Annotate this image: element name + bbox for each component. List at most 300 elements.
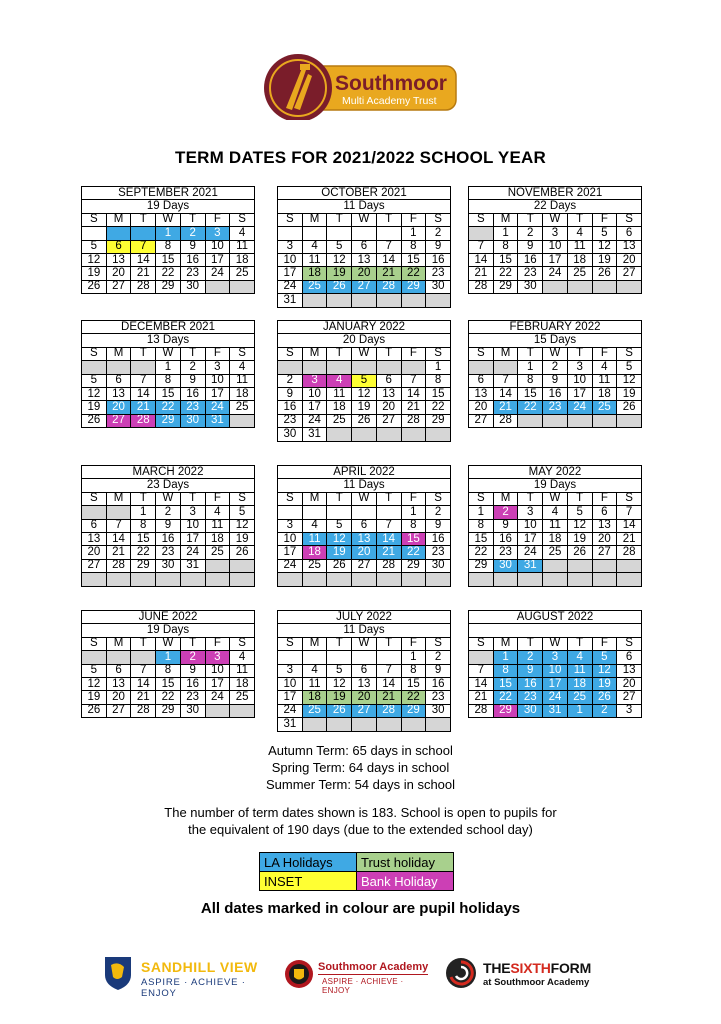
weekday-header: S xyxy=(617,213,642,226)
day-cell: 7 xyxy=(401,374,426,387)
day-cell xyxy=(230,280,255,293)
day-cell: 6 xyxy=(106,240,131,253)
day-cell: 18 xyxy=(302,267,327,280)
weekday-header: S xyxy=(82,213,107,226)
day-cell: 31 xyxy=(180,559,205,572)
day-cell: 21 xyxy=(493,401,518,414)
weekday-header: S xyxy=(230,213,255,226)
day-cell: 17 xyxy=(518,532,543,545)
weekday-header: F xyxy=(205,492,230,505)
day-cell: 20 xyxy=(376,401,401,414)
day-cell: 15 xyxy=(401,532,426,545)
day-cell: 13 xyxy=(592,519,617,532)
day-cell: 7 xyxy=(469,664,494,677)
day-cell: 27 xyxy=(376,414,401,427)
day-cell: 27 xyxy=(352,280,377,293)
weekday-header: S xyxy=(278,347,303,360)
day-cell: 4 xyxy=(327,374,352,387)
day-cell: 18 xyxy=(230,677,255,690)
day-cell: 15 xyxy=(469,532,494,545)
day-cell xyxy=(230,573,255,586)
day-cell: 21 xyxy=(401,401,426,414)
day-cell: 16 xyxy=(426,677,451,690)
weekday-header: M xyxy=(106,347,131,360)
month-name: OCTOBER 2021 xyxy=(278,187,451,200)
month-name: JANUARY 2022 xyxy=(278,321,451,334)
day-cell: 9 xyxy=(180,374,205,387)
weekday-header: S xyxy=(230,347,255,360)
day-cell: 22 xyxy=(156,691,181,704)
day-cell xyxy=(327,227,352,240)
day-cell: 3 xyxy=(543,227,568,240)
day-cell: 22 xyxy=(493,691,518,704)
day-cell: 19 xyxy=(82,691,107,704)
day-cell xyxy=(567,559,592,572)
day-cell: 10 xyxy=(205,664,230,677)
weekday-header: S xyxy=(82,347,107,360)
term-dates-note xyxy=(0,804,721,838)
day-cell: 28 xyxy=(106,559,131,572)
day-cell: 13 xyxy=(106,253,131,266)
day-cell: 5 xyxy=(327,519,352,532)
day-cell xyxy=(302,573,327,586)
day-cell: 13 xyxy=(469,387,494,400)
day-cell: 29 xyxy=(493,704,518,717)
day-cell xyxy=(327,361,352,374)
day-cell: 21 xyxy=(131,401,156,414)
day-cell: 2 xyxy=(156,506,181,519)
day-cell: 10 xyxy=(543,664,568,677)
day-cell: 26 xyxy=(327,280,352,293)
day-cell: 22 xyxy=(426,401,451,414)
day-cell xyxy=(518,414,543,427)
day-cell xyxy=(352,361,377,374)
day-cell: 9 xyxy=(426,664,451,677)
day-cell xyxy=(302,506,327,519)
day-cell: 25 xyxy=(302,704,327,717)
weekday-header: T xyxy=(567,347,592,360)
day-cell: 2 xyxy=(518,651,543,664)
day-cell: 16 xyxy=(156,532,181,545)
weekday-header: T xyxy=(180,492,205,505)
day-cell: 8 xyxy=(401,240,426,253)
day-cell: 13 xyxy=(352,253,377,266)
day-cell xyxy=(543,559,568,572)
day-cell: 13 xyxy=(376,387,401,400)
day-cell: 20 xyxy=(469,401,494,414)
day-cell xyxy=(352,294,377,307)
day-cell xyxy=(617,573,642,586)
day-cell: 18 xyxy=(230,387,255,400)
day-cell: 6 xyxy=(106,374,131,387)
day-cell: 23 xyxy=(493,546,518,559)
day-cell: 30 xyxy=(518,280,543,293)
day-cell: 29 xyxy=(426,414,451,427)
day-cell xyxy=(302,651,327,664)
day-cell: 14 xyxy=(131,253,156,266)
day-cell: 29 xyxy=(156,280,181,293)
day-cell: 23 xyxy=(278,414,303,427)
month-calendar xyxy=(277,610,451,732)
weekday-header: F xyxy=(592,637,617,650)
day-cell: 1 xyxy=(493,227,518,240)
day-cell: 8 xyxy=(493,664,518,677)
weekday-header: M xyxy=(106,492,131,505)
day-cell: 11 xyxy=(543,519,568,532)
day-cell: 20 xyxy=(352,546,377,559)
day-cell: 1 xyxy=(518,361,543,374)
day-cell: 1 xyxy=(401,651,426,664)
day-cell: 27 xyxy=(617,267,642,280)
day-cell xyxy=(327,573,352,586)
day-cell: 7 xyxy=(469,240,494,253)
day-cell: 15 xyxy=(518,387,543,400)
day-cell: 12 xyxy=(82,677,107,690)
day-cell: 18 xyxy=(567,253,592,266)
weekday-header: M xyxy=(302,492,327,505)
day-cell: 17 xyxy=(205,677,230,690)
day-cell xyxy=(469,361,494,374)
day-cell: 1 xyxy=(156,227,181,240)
month-calendar xyxy=(81,186,255,294)
day-cell: 11 xyxy=(230,240,255,253)
day-cell: 18 xyxy=(302,546,327,559)
day-cell xyxy=(469,573,494,586)
month-day-count xyxy=(469,624,642,637)
day-cell: 24 xyxy=(278,704,303,717)
note-line: The number of term dates shown is 183. School is open to pupils for xyxy=(164,805,557,820)
day-cell: 17 xyxy=(543,677,568,690)
day-cell: 1 xyxy=(426,361,451,374)
day-cell: 16 xyxy=(180,253,205,266)
day-cell: 22 xyxy=(156,267,181,280)
day-cell: 12 xyxy=(327,253,352,266)
day-cell: 27 xyxy=(106,704,131,717)
day-cell: 19 xyxy=(82,267,107,280)
day-cell: 11 xyxy=(567,664,592,677)
day-cell: 16 xyxy=(278,401,303,414)
day-cell: 21 xyxy=(376,267,401,280)
weekday-header: W xyxy=(543,637,568,650)
day-cell: 8 xyxy=(131,519,156,532)
day-cell: 15 xyxy=(401,253,426,266)
weekday-header: S xyxy=(469,492,494,505)
weekday-header: S xyxy=(617,492,642,505)
day-cell xyxy=(401,428,426,441)
day-cell: 2 xyxy=(180,361,205,374)
day-cell: 3 xyxy=(205,227,230,240)
day-cell: 10 xyxy=(205,240,230,253)
sandhill-view-logo xyxy=(103,955,273,999)
weekday-header: S xyxy=(278,213,303,226)
day-cell: 1 xyxy=(156,651,181,664)
day-cell: 10 xyxy=(567,374,592,387)
weekday-header: W xyxy=(352,637,377,650)
day-cell: 17 xyxy=(205,387,230,400)
day-cell xyxy=(352,227,377,240)
day-cell: 24 xyxy=(278,559,303,572)
day-cell: 9 xyxy=(180,240,205,253)
weekday-header: F xyxy=(205,213,230,226)
weekday-header: W xyxy=(543,492,568,505)
month-name: DECEMBER 2021 xyxy=(82,321,255,334)
day-cell: 26 xyxy=(327,704,352,717)
day-cell: 20 xyxy=(592,532,617,545)
day-cell: 29 xyxy=(401,559,426,572)
day-cell: 31 xyxy=(205,414,230,427)
month-calendar xyxy=(81,610,255,718)
weekday-header: W xyxy=(156,347,181,360)
day-cell: 22 xyxy=(493,267,518,280)
month-calendar xyxy=(81,320,255,428)
day-cell xyxy=(352,428,377,441)
day-cell: 28 xyxy=(376,704,401,717)
weekday-header: T xyxy=(180,213,205,226)
day-cell: 15 xyxy=(493,253,518,266)
weekday-header: W xyxy=(352,213,377,226)
day-cell xyxy=(205,573,230,586)
day-cell: 6 xyxy=(82,519,107,532)
day-cell: 29 xyxy=(469,559,494,572)
day-cell: 28 xyxy=(376,280,401,293)
month-day-count: 11 Days xyxy=(278,479,451,492)
day-cell xyxy=(617,559,642,572)
day-cell: 14 xyxy=(106,532,131,545)
day-cell xyxy=(352,506,377,519)
day-cell: 8 xyxy=(156,374,181,387)
day-cell: 27 xyxy=(106,414,131,427)
weekday-header: T xyxy=(376,347,401,360)
day-cell: 30 xyxy=(426,559,451,572)
day-cell: 21 xyxy=(617,532,642,545)
day-cell: 6 xyxy=(352,519,377,532)
weekday-header: S xyxy=(230,637,255,650)
day-cell xyxy=(352,573,377,586)
day-cell: 3 xyxy=(205,651,230,664)
month-day-count: 11 Days xyxy=(278,624,451,637)
day-cell: 6 xyxy=(352,664,377,677)
month-calendar xyxy=(468,186,642,294)
day-cell: 7 xyxy=(106,519,131,532)
day-cell: 23 xyxy=(426,691,451,704)
day-cell xyxy=(205,704,230,717)
day-cell: 30 xyxy=(426,280,451,293)
sma-name: Southmoor Academy xyxy=(318,961,429,973)
day-cell: 12 xyxy=(567,519,592,532)
day-cell: 20 xyxy=(617,677,642,690)
day-cell: 15 xyxy=(426,387,451,400)
weekday-header: M xyxy=(493,637,518,650)
day-cell: 23 xyxy=(156,546,181,559)
day-cell: 11 xyxy=(302,677,327,690)
day-cell: 9 xyxy=(518,664,543,677)
day-cell: 7 xyxy=(131,374,156,387)
day-cell xyxy=(327,651,352,664)
legend-trust-holiday: Trust holiday xyxy=(357,853,454,872)
day-cell xyxy=(82,651,107,664)
day-cell: 22 xyxy=(518,401,543,414)
day-cell: 24 xyxy=(518,546,543,559)
day-cell: 9 xyxy=(426,240,451,253)
day-cell xyxy=(617,414,642,427)
day-cell: 12 xyxy=(617,374,642,387)
day-cell: 9 xyxy=(493,519,518,532)
day-cell: 12 xyxy=(327,532,352,545)
weekday-header: T xyxy=(327,347,352,360)
day-cell: 11 xyxy=(327,387,352,400)
weekday-header: M xyxy=(302,213,327,226)
day-cell: 16 xyxy=(543,387,568,400)
day-cell: 6 xyxy=(376,374,401,387)
southmoor-academy-logo xyxy=(284,955,434,995)
day-cell: 21 xyxy=(469,267,494,280)
day-cell: 20 xyxy=(106,267,131,280)
day-cell: 14 xyxy=(617,519,642,532)
day-cell xyxy=(469,227,494,240)
day-cell: 16 xyxy=(426,532,451,545)
weekday-header: F xyxy=(401,347,426,360)
day-cell: 16 xyxy=(518,677,543,690)
legend-inset: INSET xyxy=(260,872,357,891)
weekday-header: F xyxy=(401,213,426,226)
day-cell xyxy=(82,361,107,374)
day-cell: 16 xyxy=(518,253,543,266)
day-cell: 10 xyxy=(205,374,230,387)
sandhill-tagline: ASPIRE · ACHIEVE · ENJOY xyxy=(141,977,246,999)
day-cell xyxy=(205,280,230,293)
day-cell: 18 xyxy=(230,253,255,266)
day-cell xyxy=(131,361,156,374)
month-name: NOVEMBER 2021 xyxy=(469,187,642,200)
day-cell: 27 xyxy=(352,704,377,717)
day-cell xyxy=(327,428,352,441)
weekday-header: S xyxy=(617,637,642,650)
day-cell: 6 xyxy=(592,506,617,519)
sma-tagline: ASPIRE · ACHIEVE · ENJOY xyxy=(322,977,404,995)
month-name: JUNE 2022 xyxy=(82,611,255,624)
day-cell: 7 xyxy=(376,664,401,677)
day-cell: 29 xyxy=(156,414,181,427)
day-cell: 10 xyxy=(518,519,543,532)
day-cell xyxy=(278,573,303,586)
day-cell: 8 xyxy=(156,240,181,253)
month-calendar xyxy=(277,465,451,587)
swirl-icon xyxy=(445,957,477,989)
weekday-header: M xyxy=(493,347,518,360)
day-cell: 24 xyxy=(543,691,568,704)
day-cell: 31 xyxy=(302,428,327,441)
day-cell: 11 xyxy=(592,374,617,387)
day-cell: 10 xyxy=(278,532,303,545)
day-cell: 18 xyxy=(592,387,617,400)
day-cell: 24 xyxy=(543,267,568,280)
weekday-header: S xyxy=(278,492,303,505)
day-cell xyxy=(592,280,617,293)
day-cell: 15 xyxy=(156,253,181,266)
day-cell: 16 xyxy=(180,387,205,400)
month-name: JULY 2022 xyxy=(278,611,451,624)
spring-term-summary: Spring Term: 64 days in school xyxy=(271,760,450,775)
day-cell: 23 xyxy=(543,401,568,414)
weekday-header: T xyxy=(180,347,205,360)
day-cell: 26 xyxy=(82,280,107,293)
day-cell: 21 xyxy=(131,691,156,704)
weekday-header: F xyxy=(592,492,617,505)
day-cell: 17 xyxy=(543,253,568,266)
logo-name: Southmoor xyxy=(335,72,447,95)
day-cell: 14 xyxy=(131,677,156,690)
day-cell: 22 xyxy=(131,546,156,559)
day-cell: 13 xyxy=(617,664,642,677)
day-cell: 2 xyxy=(180,651,205,664)
month-day-count: 19 Days xyxy=(82,200,255,213)
day-cell: 29 xyxy=(493,280,518,293)
day-cell xyxy=(567,280,592,293)
day-cell: 19 xyxy=(327,546,352,559)
day-cell: 4 xyxy=(205,506,230,519)
day-cell: 13 xyxy=(352,677,377,690)
day-cell xyxy=(401,718,426,731)
page-title: TERM DATES FOR 2021/2022 SCHOOL YEAR xyxy=(175,148,546,167)
day-cell: 11 xyxy=(302,532,327,545)
day-cell: 9 xyxy=(278,387,303,400)
month-day-count: 23 Days xyxy=(82,479,255,492)
weekday-header: T xyxy=(376,492,401,505)
day-cell: 27 xyxy=(106,280,131,293)
day-cell: 1 xyxy=(131,506,156,519)
day-cell: 3 xyxy=(543,651,568,664)
day-cell: 12 xyxy=(592,664,617,677)
weekday-header: F xyxy=(401,637,426,650)
weekday-header: S xyxy=(278,637,303,650)
day-cell xyxy=(376,294,401,307)
sixth-form-name xyxy=(483,960,591,976)
day-cell xyxy=(376,361,401,374)
day-cell: 13 xyxy=(82,532,107,545)
day-cell: 30 xyxy=(180,704,205,717)
month-name: FEBRUARY 2022 xyxy=(469,321,642,334)
day-cell: 3 xyxy=(302,374,327,387)
day-cell: 7 xyxy=(493,374,518,387)
day-cell: 8 xyxy=(518,374,543,387)
day-cell: 14 xyxy=(469,253,494,266)
day-cell xyxy=(376,506,401,519)
day-cell: 26 xyxy=(230,546,255,559)
day-cell: 6 xyxy=(352,240,377,253)
day-cell: 3 xyxy=(180,506,205,519)
day-cell: 25 xyxy=(230,267,255,280)
month-day-count: 11 Days xyxy=(278,200,451,213)
day-cell xyxy=(327,718,352,731)
day-cell: 5 xyxy=(82,240,107,253)
day-cell: 21 xyxy=(376,691,401,704)
day-cell xyxy=(278,651,303,664)
day-cell xyxy=(230,704,255,717)
day-cell: 28 xyxy=(469,704,494,717)
day-cell xyxy=(131,573,156,586)
month-day-count: 19 Days xyxy=(82,624,255,637)
day-cell: 30 xyxy=(518,704,543,717)
day-cell: 14 xyxy=(376,532,401,545)
day-cell: 31 xyxy=(518,559,543,572)
month-day-count: 22 Days xyxy=(469,200,642,213)
day-cell xyxy=(469,651,494,664)
day-cell: 26 xyxy=(82,704,107,717)
weekday-header: F xyxy=(205,347,230,360)
day-cell: 14 xyxy=(376,677,401,690)
day-cell: 1 xyxy=(401,227,426,240)
day-cell: 24 xyxy=(205,691,230,704)
